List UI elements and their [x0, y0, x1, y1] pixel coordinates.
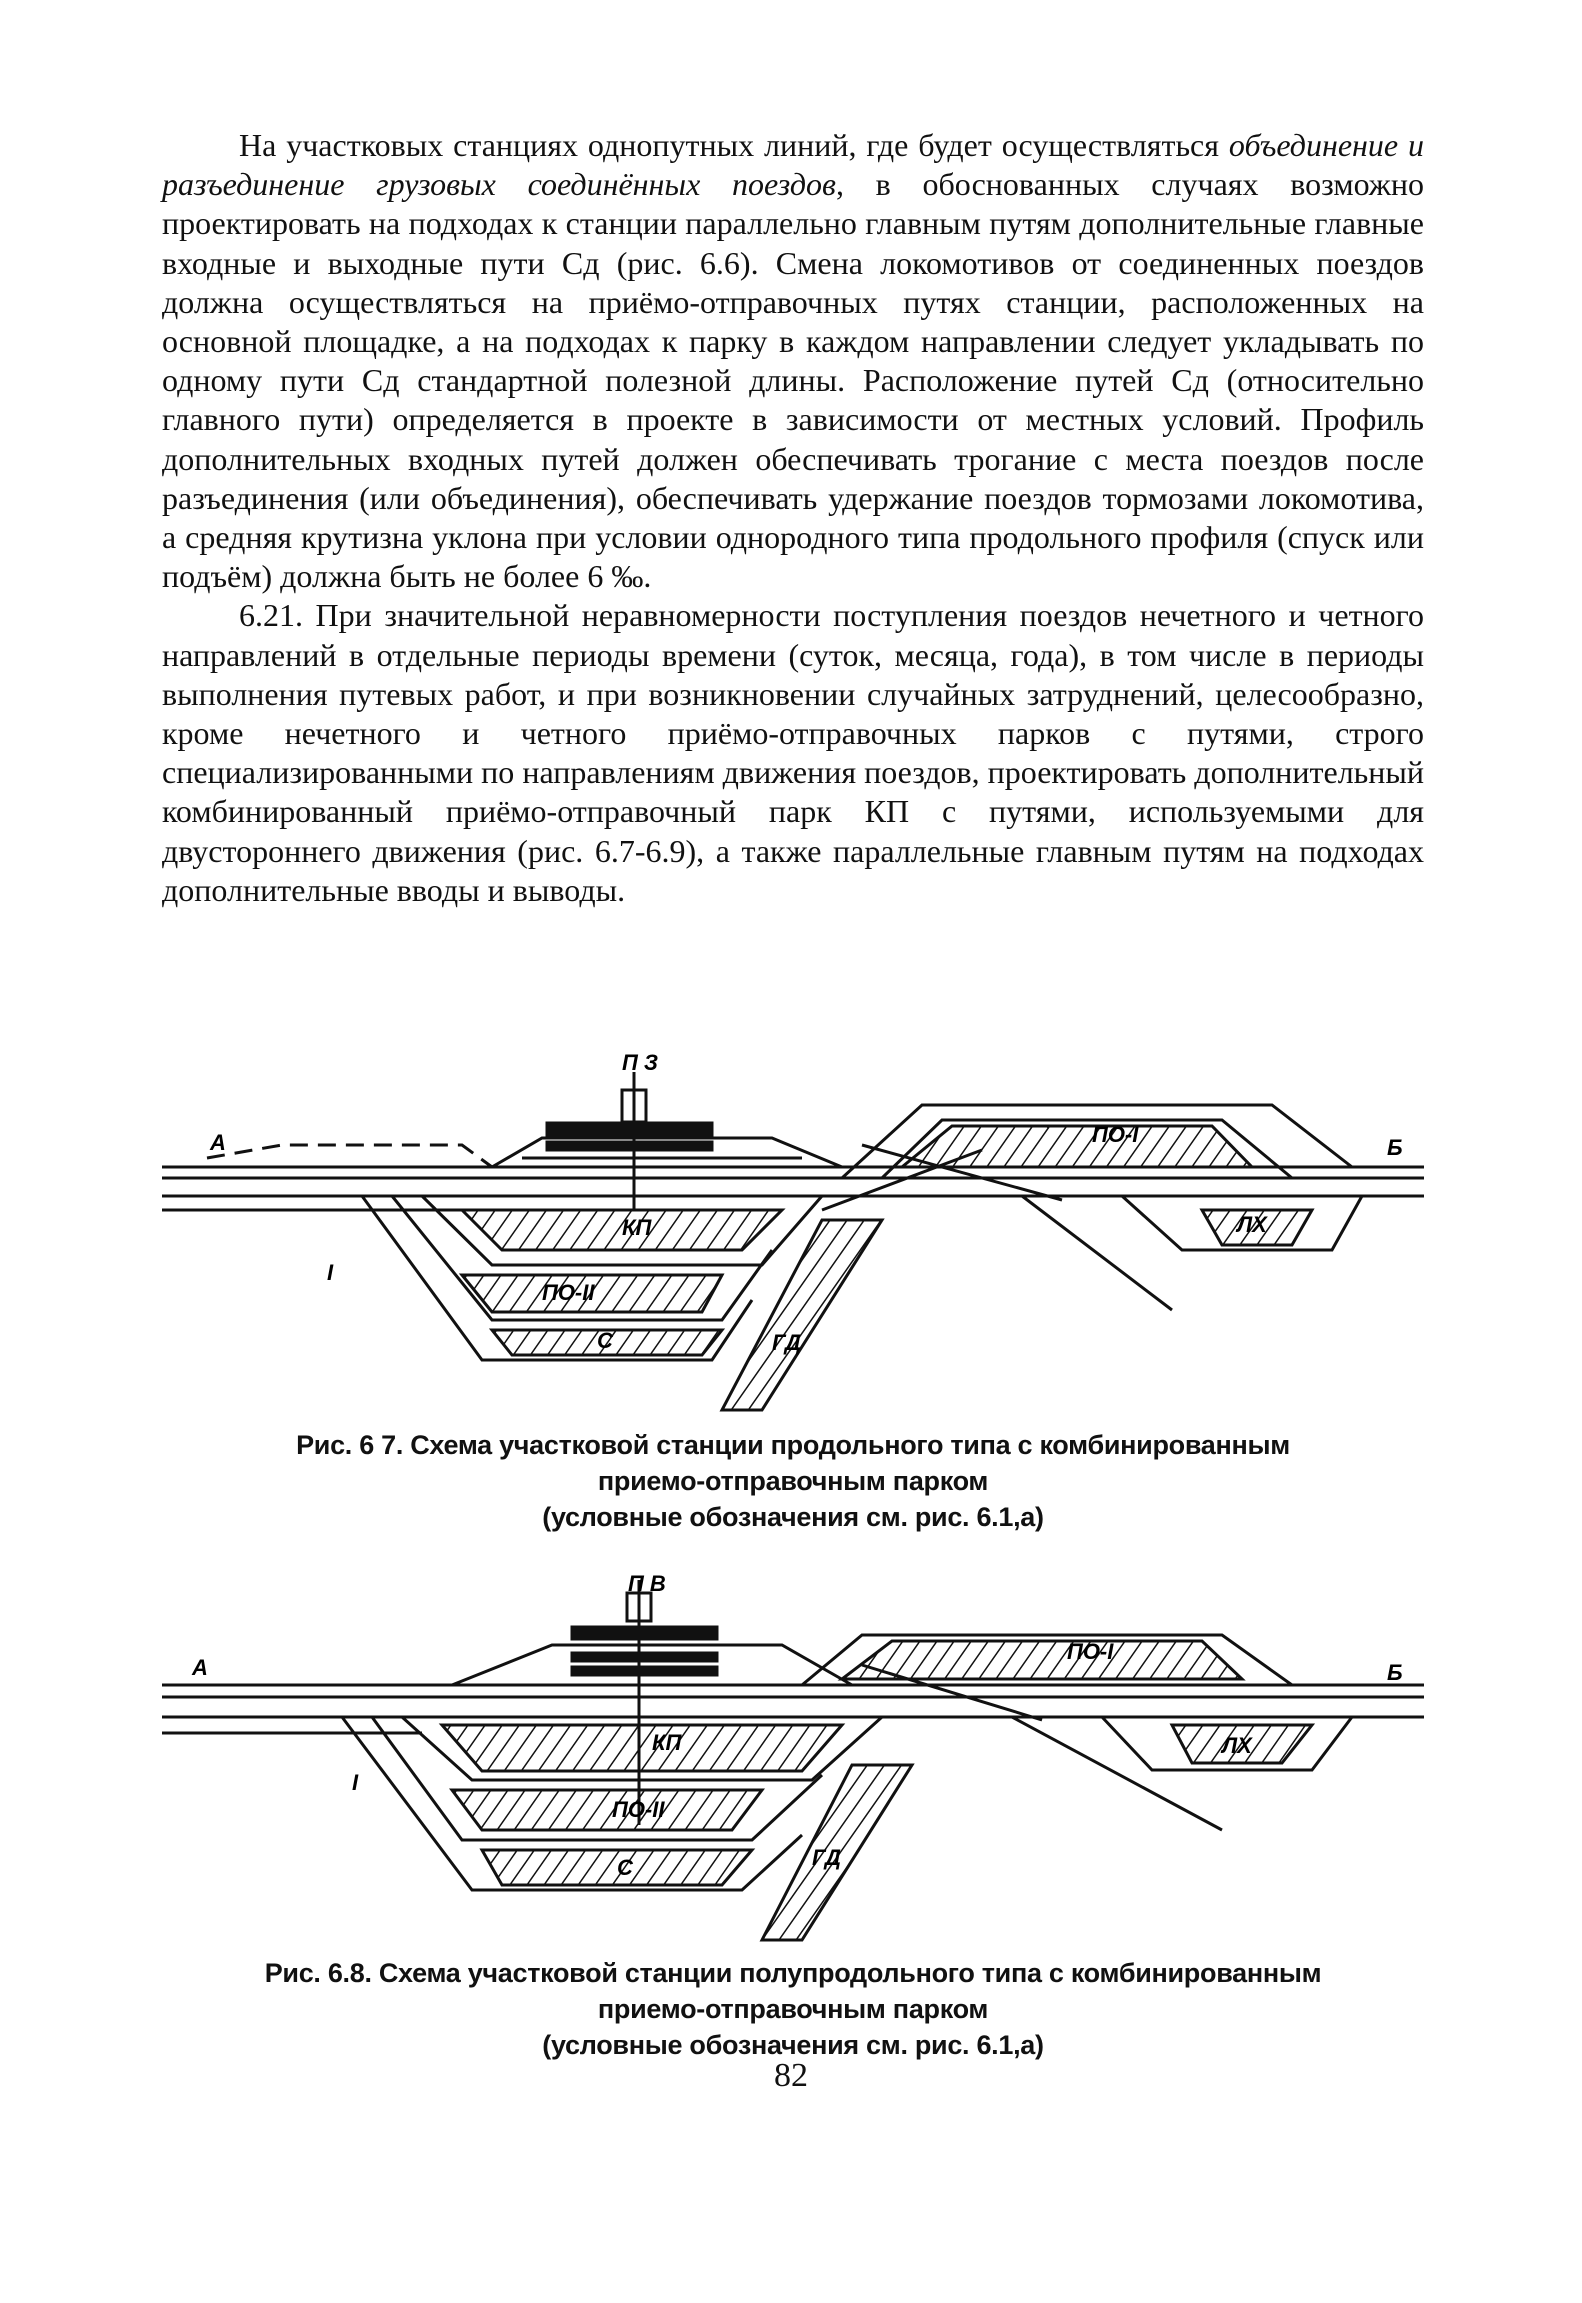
park-c-label: С [617, 1855, 633, 1880]
park-gd-label: ГД [812, 1845, 841, 1870]
right-end-label: Б [1387, 1135, 1403, 1160]
caption-line: приемо-отправочным парком [597, 1466, 989, 1496]
park-gd-label: ГД [772, 1330, 801, 1355]
paragraph-2: 6.21. При значительной неравномерности поступления поездов нечетного и четного направлений в отдельные периоды времени (суток, месяца, года), в том числе в периоды выполнения путевых работ, и при возникновении случайных затруднений, целесообразно, кроме нечетного и четного приёмо-отправочных парков с путями, строго специализированными по направлениям движения поездов, проектировать дополнительный комбинированный приёмо-отправочный парк КП с путями, используемыми для двустороннего движения (рис. 6.7-6.9), а также параллельные главным путям на подходах дополнительные вводы и выводы. [162, 597, 1424, 908]
building-label: П З [622, 1050, 659, 1075]
caption-line: (условные обозначения см. рис. 6.1,а) [542, 2030, 1044, 2060]
paragraph-1 [162, 126, 1424, 596]
body-text [162, 126, 1424, 910]
park-kp-label: КП [652, 1730, 682, 1755]
caption-line: Рис. 6.8. Схема участковой станции полупродольного типа с комбинированным [264, 1958, 1322, 1988]
caption-line: Рис. 6 7. Схема участковой станции продольного типа с комбинированным [296, 1430, 1290, 1460]
figure-6-7-caption [162, 1427, 1424, 1535]
caption-line: приемо-отправочным парком [597, 1994, 989, 2024]
park-lx-label: ЛХ [1222, 1733, 1252, 1758]
right-end-label: Б [1387, 1660, 1403, 1685]
paragraph-1-start: На участковых станциях однопутных линий, где будет осуществляться [239, 127, 1229, 163]
park-po1-label: ПО-I [1067, 1639, 1114, 1664]
figure-6-8-caption [162, 1955, 1424, 2063]
park-po1-label: ПО-I [1092, 1122, 1139, 1147]
figure-6-7-diagram [162, 1050, 1424, 1420]
marker-label: I [327, 1260, 334, 1285]
building-label: П В [628, 1575, 666, 1596]
page-number: 82 [774, 2057, 808, 2094]
marker-label: I [352, 1770, 359, 1795]
paragraph-1-italic: объединение и разъединение грузовых соединённых поездов [162, 127, 1425, 203]
station-scheme-semi-longitudinal [162, 1575, 1424, 1950]
paragraph-1-rest: , в обоснованных случаях возможно проектировать на подходах к станции параллельно главным путям дополнительные главные входные и выходные пути Сд (рис. 6.6). Смена локомотивов от соединенных поездов должна осуществляться на приёмо-отправочных путях станции, расположенных на основной площадке, а на подходах к парку в каждом направлении следует укладывать по одному пути Сд стандартной полезной длины. Расположение путей Сд (относительно главного пути) определяется в проекте в зависимости от местных условий. Профиль дополнительных входных путей должен обеспечивать трогание с места поездов после разъединения (или объединения), обеспечивать удержание поездов тормозами локомотива, а средняя крутизна уклона при условии однородного типа продольного профиля (спуск или подъём) должна быть не более 6 ‰. [162, 166, 1425, 595]
park-kp-label: КП [622, 1215, 652, 1240]
park-c-label: С [597, 1328, 613, 1353]
park-po2-label: ПО-II [542, 1280, 595, 1305]
caption-line: (условные обозначения см. рис. 6.1,а) [542, 1502, 1044, 1532]
left-end-label: А [192, 1655, 208, 1680]
park-po2-label: ПО-II [612, 1797, 665, 1822]
park-lx-label: ЛХ [1237, 1212, 1267, 1237]
figure-6-8-diagram [162, 1575, 1424, 1950]
left-end-label: А [210, 1130, 226, 1155]
station-scheme-longitudinal [162, 1050, 1424, 1420]
